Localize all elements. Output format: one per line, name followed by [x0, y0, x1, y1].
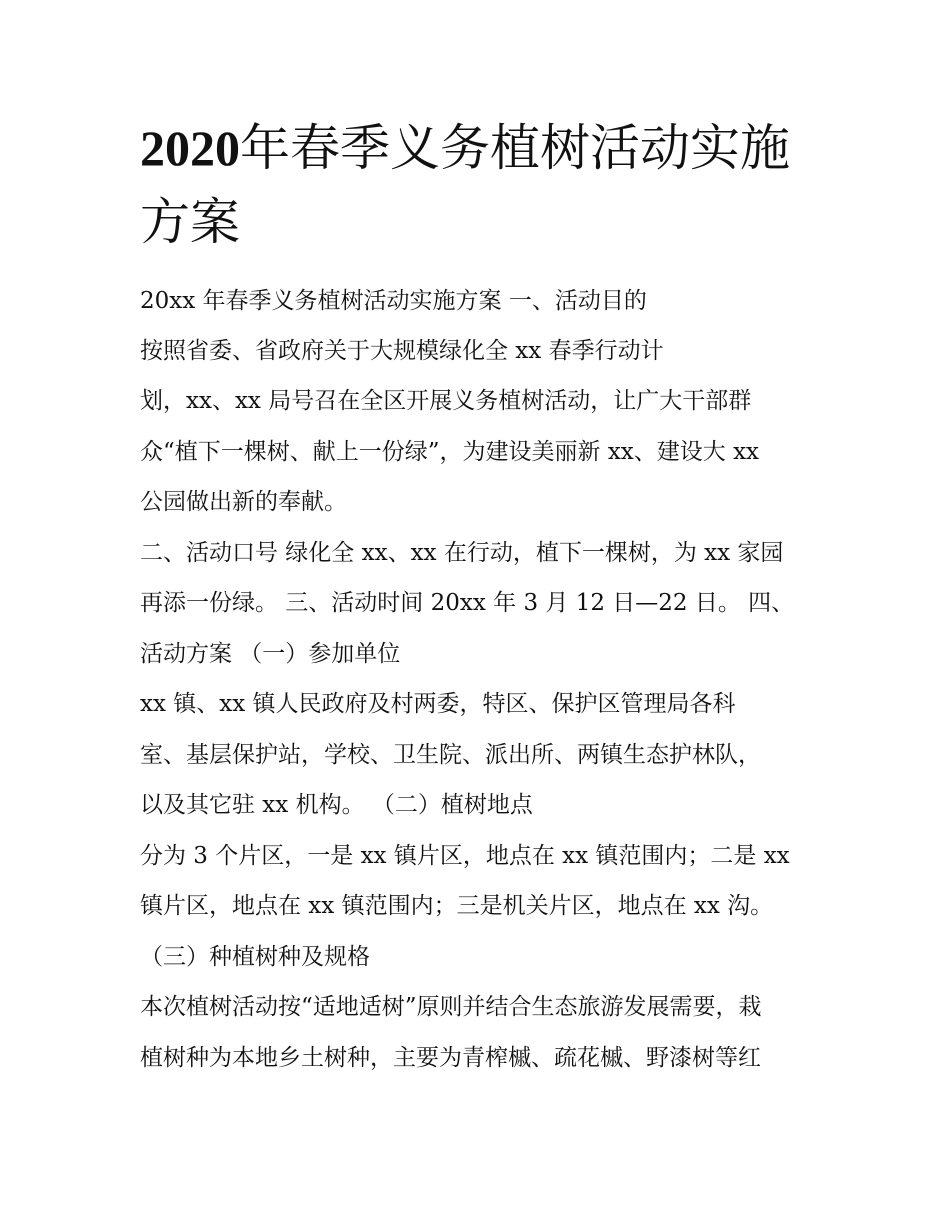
document-title-line-2: 方案: [140, 193, 240, 251]
body-line: （三）种植树种及规格: [140, 944, 370, 970]
body-line: 众“植下一棵树、献上一份绿”，为建设美丽新 xx、建设大 xx: [140, 439, 760, 465]
body-line: 再添一份绿。 三、活动时间 20xx 年 3 月 12 日—22 日。 四、: [140, 590, 795, 616]
body-line: 本次植树活动按“适地适树”原则并结合生态旅游发展需要，栽: [140, 994, 762, 1020]
body-line: 植树种为本地乡土树种，主要为青榨槭、疏花槭、野漆树等红: [140, 1045, 761, 1071]
body-line: 按照省委、省政府关于大规模绿化全 xx 春季行动计: [140, 338, 664, 364]
body-line: 镇片区，地点在 xx 镇范围内；三是机关片区，地点在 xx 沟。: [140, 893, 774, 919]
body-line: 室、基层保护站，学校、卫生院、派出所、两镇生态护林队，: [140, 742, 761, 768]
body-line: 二、活动口号 绿化全 xx、xx 在行动，植下一棵树，为 xx 家园: [140, 540, 784, 566]
body-line: 划，xx、xx 局号召在全区开展义务植树活动，让广大干部群: [140, 388, 752, 414]
body-line: 分为 3 个片区，一是 xx 镇片区，地点在 xx 镇范围内；二是 xx: [140, 843, 790, 869]
body-line: 20xx 年春季义务植树活动实施方案 一、活动目的: [140, 288, 647, 314]
document-title-line-1: [140, 113, 820, 183]
body-line: 以及其它驻 xx 机构。 （二）植树地点: [140, 792, 533, 818]
body-line: 公园做出新的奉献。: [140, 489, 347, 515]
title-year: 2020: [140, 120, 240, 176]
body-line: xx 镇、xx 镇人民政府及村两委，特区、保护区管理局各科: [140, 691, 736, 717]
title-text: 年春季义务植树活动实施: [240, 119, 790, 177]
body-line: 活动方案 （一）参加单位: [140, 641, 401, 667]
